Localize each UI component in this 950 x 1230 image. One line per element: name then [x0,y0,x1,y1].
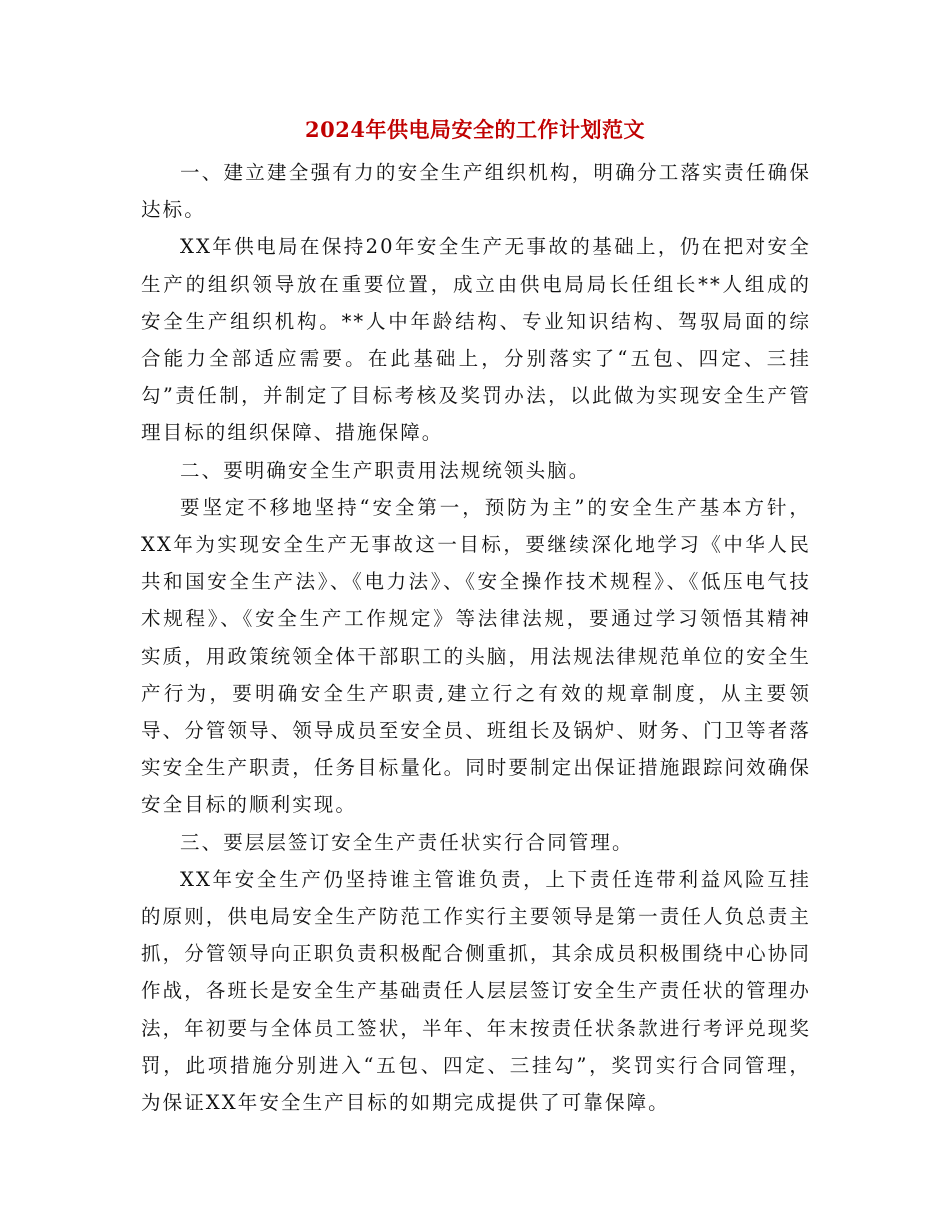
document-body [141,154,811,1121]
section-heading-3: 三、要层层签订安全生产责任状实行合同管理。 [180,830,634,854]
paragraph-organization: XX年供电局在保持20年安全生产无事故的基础上，仍在把对安全生产的组织领导放在重要位置，成立由供电局局长任组长**人组成的安全生产组织机构。**人中年龄结构、专业知识结构、驾驭局面的综合能力全部适应需要。在此基础上，分别落实了“五包、四定、三挂勾”责任制，并制定了目标考核及奖罚办法，以此做为实现安全生产管理目标的组织保障、措施保障。 [141,235,811,445]
paragraph-regulations: 要坚定不移地坚持“安全第一，预防为主”的安全生产基本方针，XX年为实现安全生产无事故这一目标，要继续深化地学习《中华人民共和国安全生产法》、《电力法》、《安全操作技术规程》、《低压电气技术规程》、《安全生产工作规定》等法律法规，要通过学习领悟其精神实质，用政策统领全体干部职工的头脑，用法规法律规范单位的安全生产行为，要明确安全生产职责,建立行之有效的规章制度，从主要领导、分管领导、领导成员至安全员、班组长及锅炉、财务、门卫等者落实安全生产职责，任务目标量化。同时要制定出保证措施跟踪问效确保安全目标的顺利实现。 [141,495,811,817]
document-title: 2024年供电局安全的工作计划范文 [305,117,645,142]
section-heading-1: 一、建立建全强有力的安全生产组织机构，明确分工落实责任确保达标。 [141,161,811,222]
paragraph-contract-management: XX年安全生产仍坚持谁主管谁负责，上下责任连带利益风险互挂的原则，供电局安全生产防范工作实行主要领导是第一责任人负总责主抓，分管领导向正职负责积极配合侧重抓，其余成员积极围绕中心协同作战，各班长是安全生产基础责任人层层签订安全生产责任状的管理办法，年初要与全体员工签状，半年、年末按责任状条款进行考评兑现奖罚，此项措施分别进入“五包、四定、三挂勾”，奖罚实行合同管理，为保证XX年安全生产目标的如期完成提供了可靠保障。 [141,867,811,1115]
section-heading-2: 二、要明确安全生产职责用法规统领头脑。 [180,458,591,482]
